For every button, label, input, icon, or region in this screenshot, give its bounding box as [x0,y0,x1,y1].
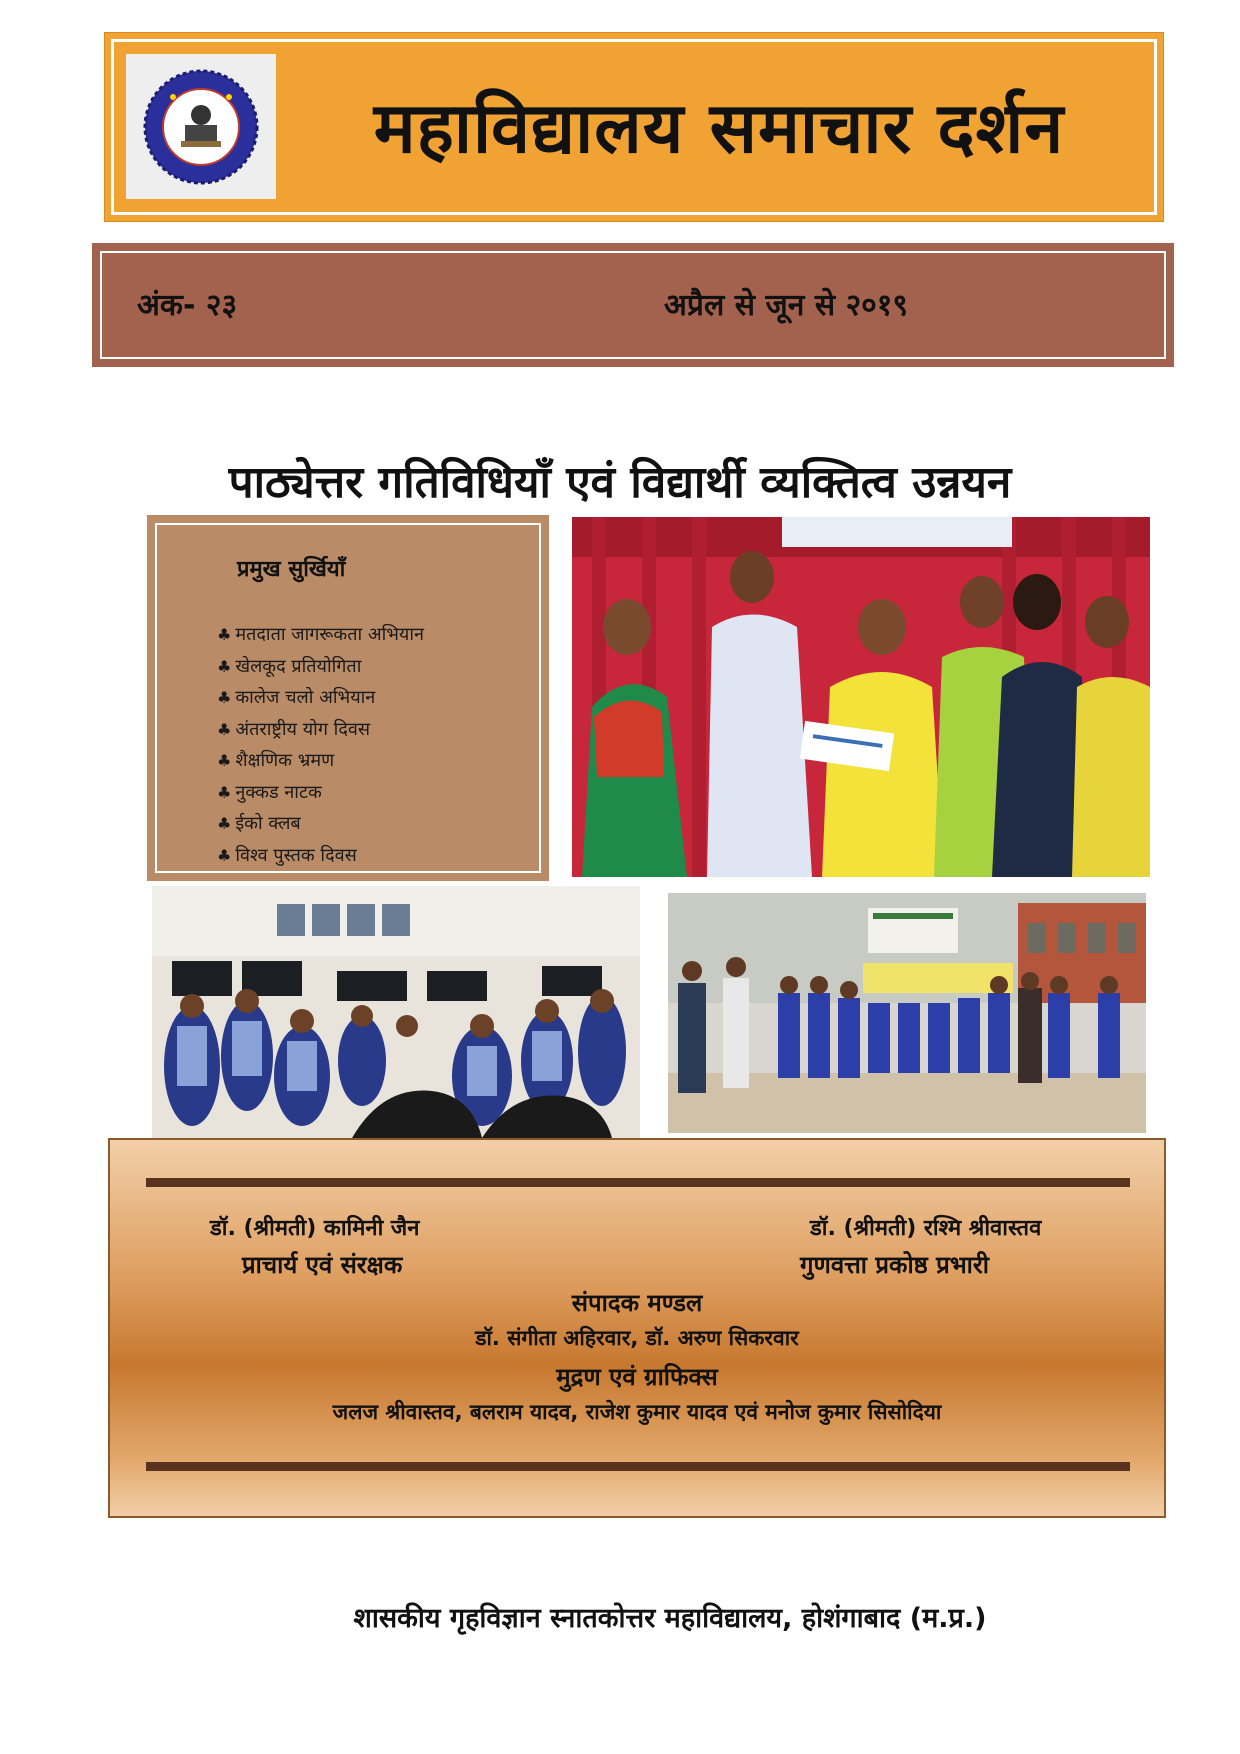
headlines-list [217,619,539,871]
issue-frame [100,251,1166,359]
list-item [217,714,539,746]
club-suit-icon: ♣ [217,688,232,707]
club-suit-icon: ♣ [217,814,232,833]
club-suit-icon: ♣ [217,625,232,644]
college-footer: शासकीय गृहविज्ञान स्नातकोत्तर महाविद्यालय, होशंगाबाद (म.प्र.) [353,1603,987,1634]
section-heading: पाठ्येत्तर गतिविधियाँ एवं विद्यार्थी व्यक्तित्व उन्नयन [228,457,1012,508]
divider [146,1462,1130,1471]
list-item [217,840,539,872]
list-item [217,619,539,651]
headlines-box [147,515,549,881]
editorial-board-members: डॉ. संगीता अहिरवार, डॉ. अरुण सिकरवार [475,1326,799,1350]
list-item [217,745,539,777]
headlines-title: प्रमुख सुर्खियाँ [237,557,346,582]
list-item [217,808,539,840]
headline-text: ईको क्लब [235,813,301,834]
issue-bar [92,243,1174,367]
award-ceremony-photo [572,517,1150,877]
iqac-incharge-name: डॉ. (श्रीमती) रश्मि श्रीवास्तव [810,1216,1042,1241]
principal-role: प्राचार्य एवं संरक्षक [242,1251,403,1279]
control-room-photo [152,886,640,1138]
issue-number: अंक- २३ [137,288,238,323]
credits-panel [108,1138,1166,1518]
awareness-rally-photo [668,893,1146,1133]
principal-name: डॉ. (श्रीमती) कामिनी जैन [210,1216,420,1241]
club-suit-icon: ♣ [217,782,232,802]
headline-text: मतदाता जागरूकता अभियान [235,624,424,645]
club-suit-icon: ♣ [217,656,232,676]
editorial-board-heading: संपादक मण्डल [571,1289,703,1317]
iqac-incharge-role: गुणवत्ता प्रकोष्ठ प्रभारी [800,1251,989,1279]
club-suit-icon: ♣ [217,751,232,770]
list-item [217,651,539,683]
issue-period: अप्रैल से जून से २०१९ [664,288,908,323]
headlines-frame [155,523,541,873]
list-item [217,682,539,714]
masthead-frame [111,39,1157,215]
masthead [104,32,1164,222]
college-emblem-icon [126,54,276,199]
headline-text: अंतराष्ट्रीय योग दिवस [235,718,371,740]
printing-graphics-heading: मुद्रण एवं ग्राफिक्स [556,1363,718,1391]
headline-text: नुक्कड नाटक [235,781,322,803]
headline-text: विश्व पुस्तक दिवस [235,844,357,866]
newsletter-title: महाविद्यालय समाचार दर्शन [373,87,1065,169]
club-suit-icon: ♣ [217,845,232,865]
club-suit-icon: ♣ [217,719,232,739]
divider [146,1178,1130,1187]
headline-text: कालेज चलो अभियान [235,687,376,708]
printing-graphics-members: जलज श्रीवास्तव, बलराम यादव, राजेश कुमार यादव एवं मनोज कुमार सिसोदिया [332,1400,942,1424]
list-item [217,777,539,809]
headline-text: शैक्षणिक भ्रमण [235,750,335,771]
headline-text: खेलकूद प्रतियोगिता [235,655,362,677]
